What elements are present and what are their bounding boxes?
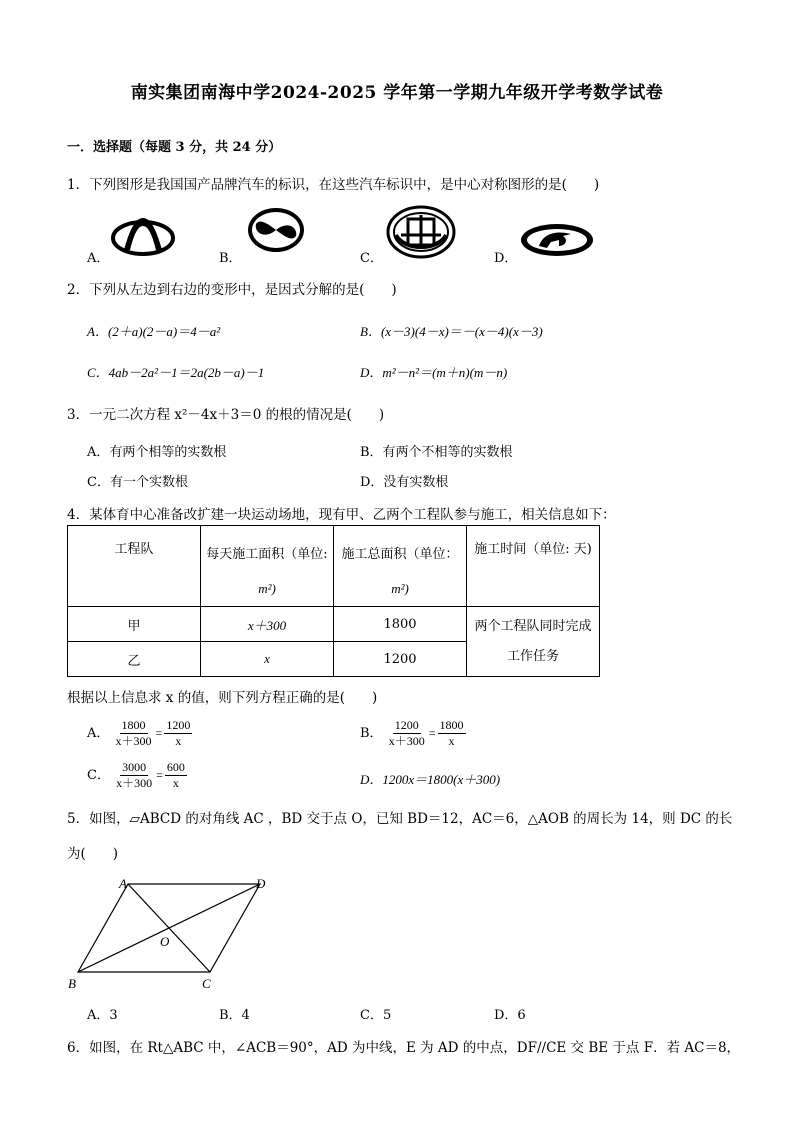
- question-1-text: 1．下列图形是我国国产品牌汽车的标识，在这些汽车标识中，是中心对称图形的是( ): [67, 177, 600, 193]
- exam-title: 南实集团南海中学2024-2025 学年第一学期九年级开学考数学试卷: [130, 83, 664, 103]
- numerator: 1200: [394, 718, 419, 732]
- numerator: 1200: [166, 718, 191, 732]
- time-note-line2: 工作任务: [506, 648, 559, 664]
- q3-option-b: B．有两个不相等的实数根: [360, 445, 513, 460]
- diagonal-bd: [78, 884, 260, 972]
- numerator: 600: [166, 760, 185, 774]
- fraction: [165, 760, 187, 791]
- denominator: x＋300: [388, 734, 425, 748]
- header-total-area: [334, 526, 467, 607]
- jia-total-area: 1800: [334, 607, 467, 642]
- dongfeng-logo-icon: [246, 206, 306, 254]
- header-time: 施工时间（单位: 天): [467, 526, 600, 607]
- numerator: 1800: [121, 718, 146, 732]
- section-heading: 一．选择题（每题 3 分，共 24 分）: [67, 140, 282, 155]
- q2-option-a: A．(2＋a)(2－a)＝4－a²: [87, 324, 221, 339]
- header-daily-area-unit: m²): [258, 581, 276, 596]
- question-6-text: 6．如图，在 Rt△ABC 中，∠ACB＝90°，AD 为中线，E 为 AD 的中点，DF//CE 交 BE 于点 F．若 AC＝8，: [67, 1040, 741, 1056]
- q4-option-a-label: A．: [87, 726, 110, 741]
- q5-option-a: A．3: [87, 1008, 118, 1023]
- header-daily-area-line1: 每天施工面积（单位:: [206, 547, 328, 562]
- denominator: x＋300: [116, 776, 153, 790]
- jia-daily-area: x＋300: [201, 607, 334, 642]
- question-2-text: 2．下列从左边到右边的变形中，是因式分解的是( ): [67, 282, 397, 298]
- point-c-label: C: [202, 976, 211, 991]
- header-daily-area: [201, 526, 334, 607]
- denominator: x: [172, 776, 179, 790]
- time-note-line1: 两个工程队同时完成: [474, 618, 592, 634]
- yi-daily-area: x: [201, 642, 334, 677]
- denominator: x: [175, 734, 182, 748]
- haima-logo-icon: [519, 222, 595, 258]
- q3-option-a: A．有两个相等的实数根: [87, 445, 227, 460]
- q2-option-c: C．4ab－2a²－1＝2a(2b－a)－1: [87, 365, 265, 380]
- fraction: [387, 718, 427, 749]
- q1-option-d-label: D．: [494, 251, 518, 266]
- team-jia: 甲: [68, 607, 201, 642]
- fraction: [114, 718, 154, 749]
- q2-option-b: B．(x－3)(4－x)＝－(x－4)(x－3): [360, 324, 543, 339]
- header-total-area-unit: m²): [391, 581, 409, 596]
- numerator: 3000: [122, 760, 147, 774]
- point-o-label: O: [160, 934, 170, 949]
- q4-option-b-label: B．: [360, 726, 383, 741]
- question-4-prompt: 根据以上信息求 x 的值，则下列方程正确的是( ): [67, 690, 378, 706]
- numerator: 1800: [439, 718, 464, 732]
- point-b-label: B: [68, 976, 76, 991]
- q4-option-b: B． $\frac{1200}{x+300}$ = $\frac{1800}{x}$: [360, 718, 464, 748]
- question-5-text-cont: 为( ): [67, 846, 119, 862]
- question-5-text: 5．如图，▱ABCD 的对角线 AC ，BD 交于点 O，已知 BD＝12，AC＝6，△AOB 的周长为 14，则 DC 的长: [67, 811, 733, 827]
- time-merged-cell: [467, 607, 600, 677]
- brilliance-logo-icon: [386, 205, 456, 259]
- construction-info-table: [67, 525, 600, 677]
- q3-option-c: C．有一个实数根: [87, 475, 188, 490]
- header-total-area-line1: 施工总面积（单位：: [341, 547, 459, 562]
- point-d-label: D: [256, 876, 266, 891]
- point-a-label: A: [119, 876, 127, 891]
- q1-option-c-label: C．: [360, 251, 383, 266]
- fraction: [438, 718, 466, 749]
- team-yi: 乙: [68, 642, 201, 677]
- q5-option-d: D．6: [494, 1008, 526, 1023]
- yi-total-area: 1200: [334, 642, 467, 677]
- fraction: [114, 760, 154, 791]
- question-4-text: 4．某体育中心准备改扩建一块运动场地，现有甲、乙两个工程队参与施工，相关信息如下：: [67, 507, 616, 523]
- q4-option-c-label: C．: [87, 768, 110, 783]
- q1-option-a-label: A．: [87, 251, 110, 266]
- header-team: 工程队: [68, 526, 201, 607]
- q3-option-d: D．没有实数根: [360, 475, 449, 490]
- changan-logo-icon: [110, 214, 176, 258]
- q2-option-d: D．m²－n²＝(m＋n)(m－n): [360, 365, 508, 380]
- q5-option-c: C．5: [360, 1008, 392, 1023]
- q4-option-d: D．1200x＝1800(x＋300): [360, 772, 501, 787]
- q5-option-b: B．4: [219, 1008, 250, 1023]
- parallelogram-figure: [62, 872, 282, 992]
- denominator: x＋300: [115, 734, 152, 748]
- fraction: [164, 718, 192, 749]
- q4-option-c: C． $\frac{3000}{x+300}$ = $\frac{600}{x}$: [87, 760, 185, 790]
- question-3-text: 3．一元二次方程 x²－4x＋3＝0 的根的情况是( ): [67, 407, 385, 423]
- q1-option-b-label: B．: [219, 251, 242, 266]
- q4-option-a: A． $\frac{1800}{x+300}$ = $\frac{1200}{x}$: [87, 718, 191, 748]
- denominator: x: [448, 734, 455, 748]
